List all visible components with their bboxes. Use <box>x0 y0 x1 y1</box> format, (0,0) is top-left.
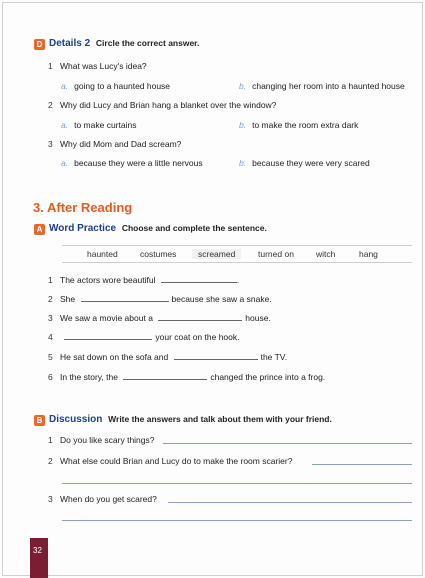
word-bank-item: witch <box>316 249 336 259</box>
word-practice-heading <box>49 223 267 234</box>
word-bank-item: hang <box>359 249 378 259</box>
sentence-1: 1 The actors wore beautiful . <box>48 275 240 285</box>
after-reading-title: 3. After Reading <box>33 200 133 215</box>
answer-blank[interactable] <box>64 338 152 340</box>
answer-blank[interactable] <box>123 378 207 380</box>
discussion-title: Discussion <box>49 414 103 425</box>
details-q1-option-a[interactable]: a. going to a haunted house <box>61 81 171 91</box>
sentence-4: 4 your coat on the hook. <box>48 332 240 342</box>
word-bank <box>62 245 412 263</box>
answer-blank[interactable] <box>81 300 169 302</box>
details-instruction: Circle the correct answer. <box>95 38 200 48</box>
section-badge-a: A <box>34 224 45 235</box>
section-badge-d: D <box>34 39 45 50</box>
answer-blank[interactable] <box>174 358 258 360</box>
section-badge-b: B <box>34 415 45 426</box>
details-question-2: 2 Why did Lucy and Brian hang a blanket over the window? <box>48 100 277 110</box>
discussion-heading <box>49 414 332 425</box>
details-q2-option-b[interactable]: b. to make the room extra dark <box>239 120 359 130</box>
details-heading <box>49 38 199 49</box>
word-practice-instruction: Choose and complete the sentence. <box>121 223 267 233</box>
sentence-6: 6 In the story, the changed the prince into a frog. <box>48 372 326 382</box>
answer-blank[interactable] <box>158 319 242 321</box>
details-q3-option-a[interactable]: a. because they were a little nervous <box>61 158 203 168</box>
discussion-question-3: 3 When do you get scared? <box>48 494 157 504</box>
details-q1-option-b[interactable]: b. changing her room into a haunted house <box>239 81 405 91</box>
word-bank-item: turned on <box>258 249 294 259</box>
word-bank-item: screamed <box>192 249 241 259</box>
answer-line[interactable] <box>163 443 412 444</box>
answer-line[interactable] <box>62 520 412 521</box>
sentence-3: 3 We saw a movie about a house. <box>48 313 271 323</box>
page-number-tab <box>30 538 48 578</box>
page-number: 32 <box>33 546 42 555</box>
discussion-question-2: 2 What else could Brian and Lucy do to make the room scarier? <box>48 456 293 466</box>
details-question-1: 1 What was Lucy's idea? <box>48 61 147 71</box>
word-bank-item: haunted <box>87 249 118 259</box>
details-q3-option-b[interactable]: b. because they were very scared <box>239 158 370 168</box>
sentence-5: 5 He sat down on the sofa and the TV. <box>48 352 288 362</box>
word-bank-item: costumes <box>140 249 177 259</box>
answer-line[interactable] <box>168 502 412 503</box>
discussion-question-1: 1 Do you like scary things? <box>48 435 155 445</box>
answer-line[interactable] <box>62 483 412 484</box>
sentence-2: 2 She because she saw a snake. <box>48 294 272 304</box>
details-question-3: 3 Why did Mom and Dad scream? <box>48 139 182 149</box>
details-title: Details 2 <box>49 38 91 49</box>
answer-line[interactable] <box>312 464 412 465</box>
word-practice-title: Word Practice <box>49 223 117 234</box>
answer-blank[interactable] <box>161 281 237 283</box>
details-q2-option-a[interactable]: a. to make curtains <box>61 120 137 130</box>
discussion-instruction: Write the answers and talk about them with your friend. <box>108 414 332 424</box>
